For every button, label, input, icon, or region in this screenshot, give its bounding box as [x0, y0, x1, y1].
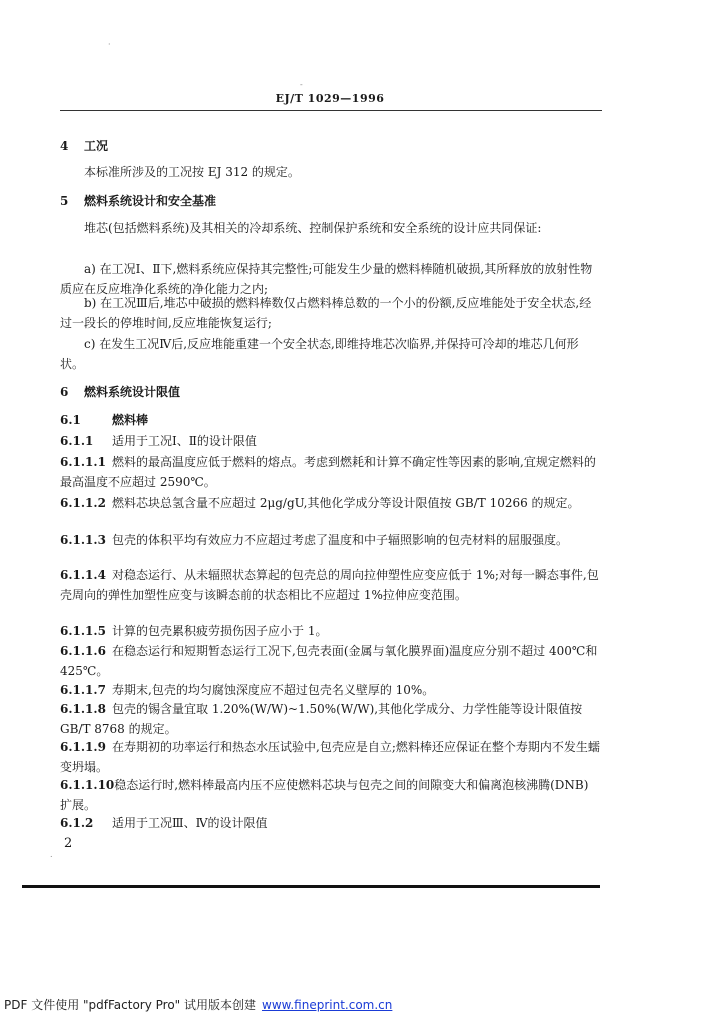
clause-number: 6.1.1.7	[60, 683, 106, 697]
clause-text: 燃料芯块总氢含量不应超过 2μg/gU,其他化学成分等设计限值按 GB/T 10266 的规定。	[112, 496, 580, 510]
subsection-6-1-2-heading	[60, 813, 600, 833]
section-title: 燃料系统设计和安全基准	[84, 194, 217, 208]
section-title: 工况	[84, 139, 109, 153]
clause-number: 6.1.1	[60, 434, 94, 448]
clause-6-1-1-6	[60, 641, 600, 681]
clause-number: 6.1.1.3	[60, 533, 106, 547]
clause-6-1-1-10	[60, 775, 600, 815]
section-5-intro: 堆芯(包括燃料系统)及其相关的冷却系统、控制保护系统和安全系统的设计应共同保证:	[84, 221, 542, 235]
scan-mark: ·	[108, 40, 111, 49]
scan-mark: .	[50, 850, 53, 859]
clause-number: 6.1.1.9	[60, 740, 106, 754]
clause-text: 计算的包壳累积疲劳损伤因子应小于 1。	[112, 624, 328, 638]
clause-number: 6.1	[60, 413, 81, 427]
clause-text: 包壳的体积平均有效应力不应超过考虑了温度和中子辐照影响的包壳材料的屈服强度。	[112, 533, 569, 547]
footer-link[interactable]: www.fineprint.com.cn	[262, 998, 393, 1012]
header-rule	[60, 110, 602, 111]
clause-6-1-1-9	[60, 737, 600, 777]
page-bottom-rule	[22, 885, 600, 888]
clause-number: 6.1.1.4	[60, 568, 106, 582]
clause-number: 6.1.1.5	[60, 624, 106, 638]
section-number: 6	[60, 385, 69, 399]
subsection-6-1-heading	[60, 410, 600, 430]
section-6-heading	[60, 382, 600, 402]
clause-text: 包壳的锡含量宜取 1.20%(W/W)~1.50%(W/W),其他化学成分、力学性能等设计限值按 GB/T 8768 的规定。	[60, 702, 583, 736]
clause-number: 6.1.1.1	[60, 455, 106, 469]
clause-title: 燃料棒	[112, 413, 149, 427]
section-5-item-b: b) 在工况Ⅲ后,堆芯中破损的燃料棒数仅占燃料棒总数的一个小的份额,反应堆能处于安全状态,经过一段长的停堆时间,反应堆能恢复运行;	[60, 296, 592, 330]
section-5-item-c: c) 在发生工况Ⅳ后,反应堆能重建一个安全状态,即维持堆芯次临界,并保持可冷却的堆芯几何形状。	[60, 337, 579, 371]
clause-number: 6.1.2	[60, 816, 94, 830]
clause-number: 6.1.1.6	[60, 644, 106, 658]
clause-text: 稳态运行时,燃料棒最高内压不应使燃料芯块与包壳之间的间隙变大和偏离泡核沸腾(DNB)扩展。	[60, 778, 589, 812]
clause-6-1-1-7	[60, 680, 600, 700]
clause-title: 适用于工况Ⅲ、Ⅳ的设计限值	[112, 816, 268, 830]
clause-text: 对稳态运行、从未辐照状态算起的包壳总的周向拉伸塑性应变应低于 1%;对每一瞬态事件,包壳周向的弹性加塑性应变与该瞬态前的状态相比不应超过 1%拉伸应变范围。	[60, 568, 599, 602]
section-4-heading	[60, 136, 600, 156]
section-number: 5	[60, 194, 69, 208]
clause-number: 6.1.1.10	[60, 778, 115, 792]
section-5-heading	[60, 191, 600, 211]
clause-text: 寿期末,包壳的均匀腐蚀深度应不超过包壳名义壁厚的 10%。	[112, 683, 435, 697]
section-5-item-a: a) 在工况Ⅰ、Ⅱ下,燃料系统应保持其完整性;可能发生少量的燃料棒随机破损,其所释放的放射性物质应在反应堆净化系统的净化能力之内;	[60, 262, 593, 296]
section-4-text: 本标准所涉及的工况按 EJ 312 的规定。	[84, 165, 300, 179]
clause-6-1-1-1	[60, 452, 600, 492]
standard-code-header: EJ/T 1029—1996	[275, 92, 385, 105]
clause-text: 在寿期初的功率运行和热态水压试验中,包壳应是自立;燃料棒还应保证在整个寿期内不发生蠕变坍塌。	[60, 740, 600, 774]
clause-number: 6.1.1.2	[60, 496, 106, 510]
section-title: 燃料系统设计限值	[84, 385, 181, 399]
clause-text: 在稳态运行和短期暂态运行工况下,包壳表面(金属与氧化膜界面)温度应分别不超过 400℃和 425℃。	[60, 644, 598, 678]
clause-6-1-1-3	[60, 530, 600, 550]
clause-title: 适用于工况Ⅰ、Ⅱ的设计限值	[112, 434, 257, 448]
scan-mark: -	[300, 80, 303, 89]
clause-number: 6.1.1.8	[60, 702, 106, 716]
clause-6-1-1-8	[60, 699, 600, 739]
footer-text: PDF 文件使用 "pdfFactory Pro" 试用版本创建	[4, 998, 257, 1012]
clause-6-1-1-2	[60, 493, 600, 513]
pdf-footer	[4, 996, 720, 1013]
section-number: 4	[60, 139, 69, 153]
clause-6-1-1-5	[60, 621, 600, 641]
clause-6-1-1-4	[60, 565, 600, 605]
clause-text: 燃料的最高温度应低于燃料的熔点。考虑到燃耗和计算不确定性等因素的影响,宜规定燃料的最高温度不应超过 2590℃。	[60, 455, 596, 489]
subsection-6-1-1-heading	[60, 431, 600, 451]
page-number: 2	[64, 836, 73, 851]
